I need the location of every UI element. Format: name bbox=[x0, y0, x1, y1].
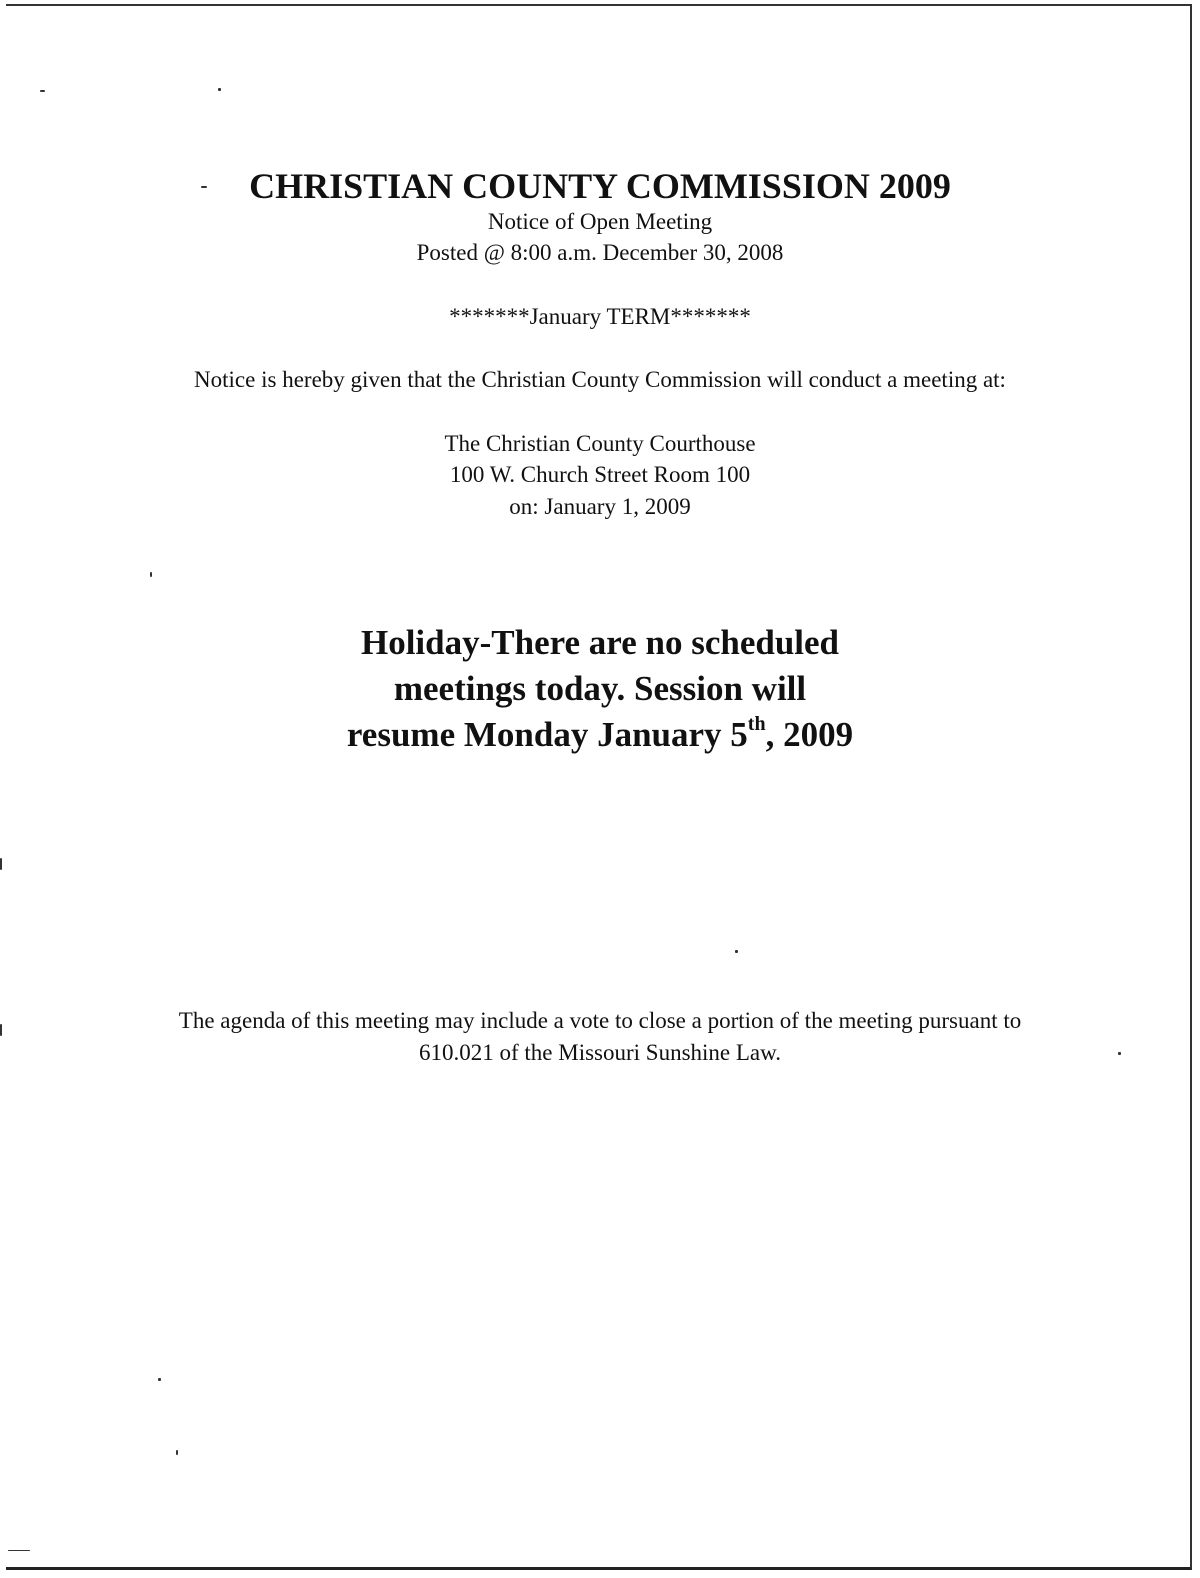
holiday-line-3 bbox=[0, 712, 1200, 758]
holiday-line-3-year: , 2009 bbox=[765, 715, 854, 754]
notice-type: Notice of Open Meeting bbox=[487, 209, 713, 234]
scan-speck bbox=[176, 1450, 178, 1455]
ordinal-suffix: th bbox=[747, 713, 766, 735]
scan-speck bbox=[735, 950, 738, 953]
scan-speck bbox=[0, 858, 2, 870]
agenda-line-1: The agenda of this meeting may include a vote to close a portion of the meeting pursuant to bbox=[178, 1008, 1022, 1033]
holiday-line-1: Holiday-There are no scheduled bbox=[360, 623, 840, 662]
location-street: 100 W. Church Street Room 100 bbox=[449, 462, 751, 487]
scan-speck bbox=[218, 88, 221, 91]
holiday-notice bbox=[0, 620, 1200, 758]
scan-speck bbox=[40, 90, 45, 92]
scan-speck bbox=[150, 572, 152, 577]
scan-speck bbox=[8, 1550, 30, 1551]
document-title: CHRISTIAN COUNTY COMMISSION 2009 bbox=[249, 166, 951, 206]
holiday-line-3-text: resume Monday January 5 bbox=[346, 715, 748, 754]
posted-line: Posted @ 8:00 a.m. December 30, 2008 bbox=[416, 240, 784, 265]
holiday-line-2: meetings today. Session will bbox=[393, 669, 807, 708]
scan-speck bbox=[158, 1378, 161, 1381]
location-date: on: January 1, 2009 bbox=[509, 494, 691, 519]
intro-line: Notice is hereby given that the Christian County Commission will conduct a meeting at: bbox=[194, 367, 1006, 392]
term-line: *******January TERM******* bbox=[449, 304, 751, 329]
location-building: The Christian County Courthouse bbox=[444, 431, 756, 456]
agenda-line-2: 610.021 of the Missouri Sunshine Law. bbox=[418, 1040, 781, 1065]
